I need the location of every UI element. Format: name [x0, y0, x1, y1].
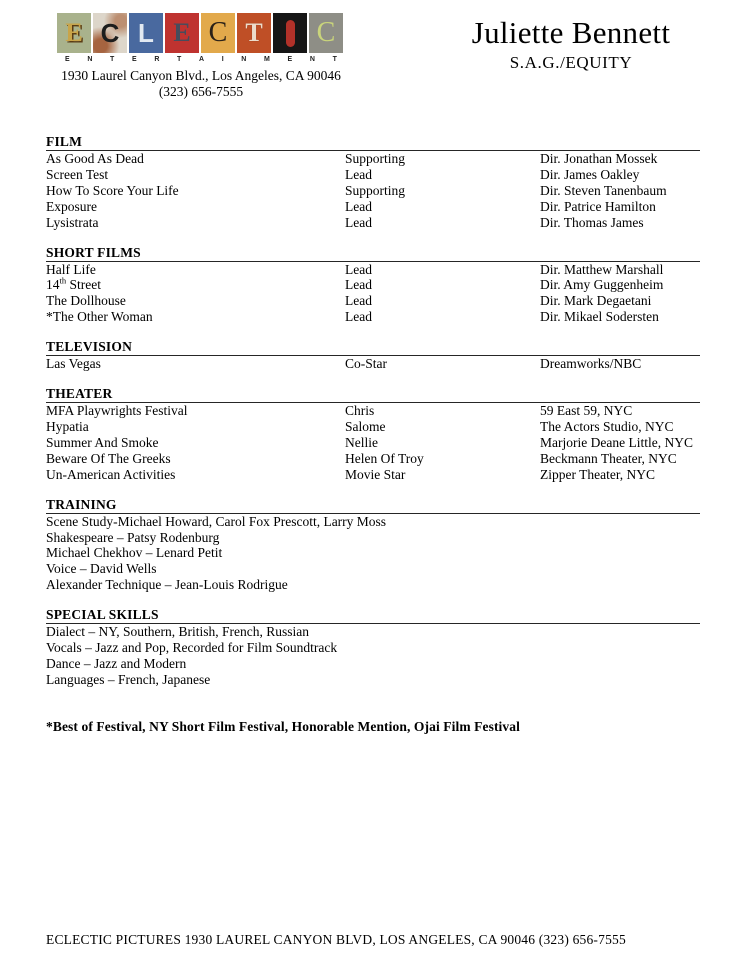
table-row — [46, 419, 700, 435]
role: Lead — [345, 293, 372, 309]
section-film — [46, 135, 700, 231]
logo-subtitle-letter: T — [110, 56, 115, 63]
role: Nellie — [345, 434, 378, 450]
logo-subtitle-letter: E — [131, 56, 137, 63]
credit: 59 East 59, NYC — [540, 403, 633, 419]
logo-subtitle-letter: N — [309, 56, 315, 63]
logo-letter-tile — [237, 13, 271, 53]
production-title: Un-American Activities — [46, 466, 176, 482]
credit: Dreamworks/NBC — [540, 356, 642, 372]
logo-letter: C — [100, 17, 120, 48]
section-television — [46, 340, 700, 372]
list-item: Alexander Technique – Jean-Louis Rodrigue — [46, 577, 288, 593]
section-title: FILM — [46, 135, 700, 151]
agency-phone: (323) 656-7555 — [158, 84, 244, 99]
role: Lead — [345, 198, 372, 214]
logo-entertainment-text — [57, 53, 345, 63]
logo-subtitle-letter: A — [198, 56, 205, 63]
agency-address: 1930 Laurel Canyon Blvd., Los Angeles, CA 90046 — [61, 68, 341, 83]
footer-contact-line: ECLECTIC PICTURES 1930 LAUREL CANYON BLVD, LOS ANGELES, CA 90046 (323) 656-7555 — [46, 932, 626, 947]
resume-sections — [46, 135, 700, 688]
union-affiliation: S.A.G./EQUITY — [509, 53, 633, 72]
section-short-films — [46, 246, 700, 326]
role: Lead — [345, 277, 372, 293]
table-row — [46, 151, 700, 167]
production-title: Exposure — [46, 198, 97, 214]
table-row — [46, 403, 700, 419]
section-title: TRAINING — [46, 498, 700, 514]
logo-subtitle-letter: I — [221, 56, 224, 63]
table-row — [46, 167, 700, 183]
role: Salome — [345, 418, 386, 434]
credit: Dir. Jonathan Mossek — [540, 151, 658, 166]
credit: Dir. Matthew Marshall — [540, 261, 664, 277]
eclectic-logo — [57, 13, 345, 53]
logo-subtitle-letter: E — [65, 56, 70, 63]
table-row — [46, 309, 700, 325]
logo-letter: E — [173, 18, 191, 47]
production-title: *The Other Woman — [46, 309, 153, 325]
role: Movie Star — [345, 466, 406, 482]
list-item: Languages – French, Japanese — [46, 671, 211, 687]
section-theater — [46, 387, 700, 483]
section-title: THEATER — [46, 387, 700, 403]
logo-subtitle-letter: N — [241, 56, 247, 63]
logo-letter-tile — [165, 13, 199, 53]
production-title: Summer And Smoke — [46, 434, 159, 450]
section-title: SPECIAL SKILLS — [46, 608, 700, 624]
production-title: The Dollhouse — [46, 293, 126, 309]
section-training — [46, 498, 700, 594]
logo-letter: E — [65, 18, 83, 47]
production-title: Las Vegas — [46, 356, 101, 372]
production-title: Half Life — [46, 261, 96, 277]
credit: The Actors Studio, NYC — [540, 418, 674, 434]
role: Supporting — [345, 151, 406, 166]
list-item: Dialect – NY, Southern, British, French, Russian — [46, 624, 309, 640]
production-title: Hypatia — [46, 418, 89, 434]
list-item: Shakespeare – Patsy Rodenburg — [46, 529, 220, 545]
logo-letter: C — [316, 17, 336, 48]
role: Helen Of Troy — [345, 450, 424, 466]
logo-letter: C — [208, 17, 228, 48]
table-row — [46, 199, 700, 215]
section-title: TELEVISION — [46, 340, 700, 356]
logo-subtitle-letter: T — [332, 56, 337, 63]
credit: Beckmann Theater, NYC — [540, 450, 677, 466]
role: Lead — [345, 309, 372, 325]
logo-letter: T — [245, 18, 263, 47]
credit: Dir. Steven Tanenbaum — [540, 182, 667, 198]
table-row — [46, 215, 700, 231]
production-title: 14th Street — [46, 275, 101, 293]
role: Chris — [345, 403, 375, 419]
festival-footnote: *Best of Festival, NY Short Film Festival, Honorable Mention, Ojai Film Festival — [46, 718, 520, 734]
credit: Dir. Thomas James — [540, 214, 644, 230]
credit: Marjorie Deane Little, NYC — [540, 434, 693, 450]
logo-subtitle-letter: M — [264, 56, 270, 63]
production-title: Screen Test — [46, 166, 109, 182]
role: Lead — [345, 166, 372, 182]
list-item: Dance – Jazz and Modern — [46, 655, 187, 671]
credit: Dir. Mark Degaetani — [540, 293, 652, 309]
logo-subtitle-letter: N — [87, 56, 93, 63]
production-title: How To Score Your Life — [46, 182, 179, 198]
credit: Dir. Patrice Hamilton — [540, 198, 656, 214]
list-item: Michael Chekhov – Lenard Petit — [46, 545, 223, 561]
role: Supporting — [345, 182, 406, 198]
credit: Zipper Theater, NYC — [540, 466, 656, 482]
agency-logo-block — [57, 13, 345, 100]
production-title: Lysistrata — [46, 214, 99, 230]
credit: Dir. Amy Guggenheim — [540, 277, 664, 293]
section-title: SHORT FILMS — [46, 246, 700, 262]
production-title: MFA Playwrights Festival — [46, 403, 188, 419]
logo-letter: L — [138, 17, 154, 48]
logo-letter-tile — [57, 13, 91, 53]
logo-subtitle-letter: T — [177, 56, 182, 63]
table-row — [46, 356, 700, 372]
logo-subtitle-letter: R — [154, 56, 160, 63]
logo-letter-tile — [273, 13, 307, 53]
logo-letter-tile — [201, 13, 235, 53]
table-row — [46, 467, 700, 483]
list-item: Scene Study-Michael Howard, Carol Fox Prescott, Larry Moss — [46, 513, 387, 529]
list-item: Vocals – Jazz and Pop, Recorded for Film Soundtrack — [46, 640, 338, 656]
table-row — [46, 277, 700, 293]
logo-letter-tile — [129, 13, 163, 53]
logo-subtitle-letter: E — [287, 56, 293, 63]
section-special-skills — [46, 608, 700, 688]
production-title: As Good As Dead — [46, 151, 144, 166]
production-title: Beware Of The Greeks — [46, 450, 171, 466]
page-title: Juliette Bennett — [471, 15, 671, 50]
role: Lead — [345, 261, 372, 277]
role: Co-Star — [345, 356, 387, 372]
credit: Dir. Mikael Sodersten — [540, 309, 659, 325]
logo-letter — [286, 20, 295, 47]
credit: Dir. James Oakley — [540, 166, 640, 182]
logo-letter-tile — [93, 13, 127, 53]
role: Lead — [345, 214, 372, 230]
table-row — [46, 183, 700, 199]
logo-letter-tile — [309, 13, 343, 53]
table-row — [46, 262, 700, 278]
actor-name-block — [437, 13, 705, 100]
page-header — [0, 0, 733, 100]
list-item: Voice – David Wells — [46, 561, 157, 577]
table-row — [46, 451, 700, 467]
table-row — [46, 435, 700, 451]
table-row — [46, 293, 700, 309]
